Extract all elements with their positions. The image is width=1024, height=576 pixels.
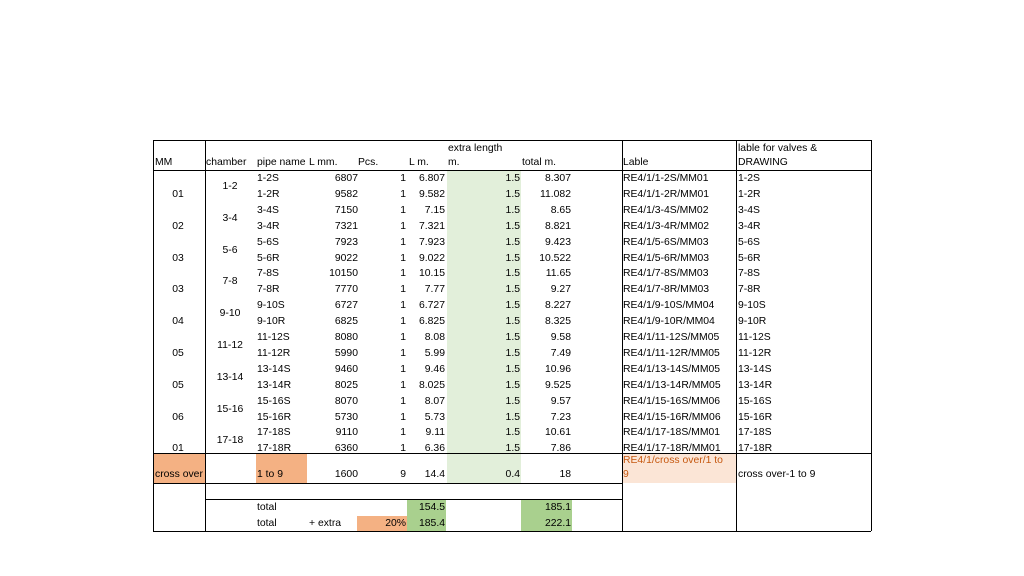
l-m-cell[interactable]: 7.15 <box>424 204 445 216</box>
l-mm-cell[interactable]: 6727 <box>334 300 358 312</box>
chamber-cell[interactable]: 5-6 <box>222 244 238 256</box>
chamber-cell[interactable]: 13-14 <box>216 371 244 383</box>
crossover-pcs-cell[interactable]: 9 <box>400 469 406 480</box>
l-m-cell[interactable]: 6.36 <box>424 443 445 455</box>
crossover-mm-cell[interactable]: cross over <box>155 469 203 480</box>
l-mm-cell[interactable]: 7770 <box>334 284 358 296</box>
header-valves[interactable]: lable for valves & <box>738 143 818 154</box>
pcs-cell[interactable]: 1 <box>400 284 406 296</box>
extra-length-cell[interactable]: 1.5 <box>505 443 520 455</box>
pcs-cell[interactable]: 1 <box>400 379 406 391</box>
header-lable[interactable]: Lable <box>623 157 649 168</box>
valve-label-cell[interactable]: 9-10S <box>738 300 766 312</box>
header-l-m[interactable]: L m. <box>409 157 429 168</box>
extra-length-cell[interactable]: 1.5 <box>505 427 520 439</box>
valve-label-cell[interactable]: 7-8S <box>738 268 760 280</box>
total-m-cell[interactable]: 9.423 <box>544 236 571 248</box>
pcs-cell[interactable]: 1 <box>400 411 406 423</box>
total-extra-label[interactable]: total <box>257 518 277 529</box>
total-total-value[interactable]: 185.1 <box>544 502 571 513</box>
extra-length-cell[interactable]: 1.5 <box>505 252 520 264</box>
mm-cell[interactable]: 06 <box>172 411 184 423</box>
lable-cell[interactable]: RE4/1/15-16S/MM06 <box>623 395 721 407</box>
pcs-cell[interactable]: 1 <box>400 268 406 280</box>
table-bottom-border <box>153 531 871 532</box>
valve-label-cell[interactable]: 15-16R <box>738 411 773 423</box>
extra-length-cell[interactable]: 1.5 <box>505 332 520 343</box>
lable-cell[interactable]: RE4/1/7-8R/MM03 <box>623 284 710 296</box>
l-mm-cell[interactable]: 9582 <box>334 188 358 200</box>
l-mm-cell[interactable]: 5990 <box>334 347 358 359</box>
l-mm-cell[interactable]: 6825 <box>334 316 358 328</box>
pcs-cell[interactable]: 1 <box>400 395 406 407</box>
mm-cell[interactable]: 04 <box>172 316 184 328</box>
chamber-cell[interactable]: 15-16 <box>216 403 244 415</box>
total-label[interactable]: total <box>257 502 277 513</box>
crossover-bottom <box>153 483 622 484</box>
lable-cell[interactable]: RE4/1/5-6S/MM03 <box>623 236 709 248</box>
lable-cell[interactable]: RE4/1/9-10S/MM04 <box>623 300 715 312</box>
extra-length-cell[interactable]: 1.5 <box>505 204 520 216</box>
total-m-cell[interactable]: 11.082 <box>539 188 571 200</box>
l-m-cell[interactable]: 8.07 <box>424 395 445 407</box>
mm-cell[interactable]: 03 <box>172 252 184 264</box>
lable-cell[interactable]: RE4/1/15-16R/MM06 <box>623 411 721 423</box>
lable-cell[interactable]: RE4/1/11-12S/MM05 <box>623 332 720 343</box>
lable-cell[interactable]: RE4/1/13-14R/MM05 <box>623 379 721 391</box>
total-m-cell[interactable]: 10.522 <box>539 252 571 264</box>
pcs-cell[interactable]: 1 <box>400 316 406 328</box>
header-pipe-name[interactable]: pipe name <box>257 157 306 168</box>
crossover-total-cell[interactable]: 18 <box>559 469 571 480</box>
pipe-name-cell[interactable]: 1-2R <box>257 188 280 200</box>
mm-cell[interactable]: 01 <box>172 188 184 200</box>
crossover-l-m-cell[interactable]: 14.4 <box>424 469 445 480</box>
pipe-name-cell[interactable]: 5-6R <box>257 252 280 264</box>
pipe-name-cell[interactable]: 15-16R <box>257 411 292 423</box>
pipe-name-cell[interactable]: 9-10R <box>257 316 286 328</box>
pcs-cell[interactable]: 1 <box>400 332 406 343</box>
totals-top <box>205 499 622 500</box>
extra-length-cell[interactable]: 1.5 <box>505 300 520 312</box>
l-m-cell[interactable]: 6.807 <box>418 173 445 184</box>
pcs-cell[interactable]: 1 <box>400 427 406 439</box>
l-mm-cell[interactable]: 9022 <box>334 252 358 264</box>
chamber-cell[interactable]: 17-18 <box>216 435 244 447</box>
l-m-cell[interactable]: 9.11 <box>425 427 445 439</box>
valve-label-cell[interactable]: 9-10R <box>738 316 767 328</box>
pipe-name-cell[interactable]: 13-14R <box>257 379 292 391</box>
pipe-name-cell[interactable]: 3-4R <box>257 220 280 232</box>
mm-cell[interactable]: 01 <box>172 443 184 455</box>
total-m-cell[interactable]: 7.49 <box>550 347 571 359</box>
chamber-cell[interactable]: 1-2 <box>222 180 238 192</box>
crossover-lable-line2[interactable]: 9 <box>623 469 629 480</box>
l-mm-cell[interactable]: 7321 <box>334 220 358 232</box>
valve-label-cell[interactable]: 3-4R <box>738 220 761 232</box>
total-extra-l-m-value[interactable]: 185.4 <box>418 518 445 529</box>
extra-length-cell[interactable]: 1.5 <box>505 220 520 232</box>
l-mm-cell[interactable]: 7150 <box>334 204 358 216</box>
pipe-name-cell[interactable]: 1-2S <box>257 173 279 184</box>
l-mm-cell[interactable]: 5730 <box>334 411 358 423</box>
column-border-4 <box>871 140 872 531</box>
total-m-cell[interactable]: 9.57 <box>550 395 571 407</box>
extra-length-cell[interactable]: 1.5 <box>505 236 520 248</box>
l-m-cell[interactable]: 10.15 <box>418 268 445 280</box>
lable-cell[interactable]: RE4/1/11-12R/MM05 <box>623 347 720 359</box>
lable-cell[interactable]: RE4/1/3-4R/MM02 <box>623 220 710 232</box>
total-extra-pct[interactable]: 20% <box>385 518 406 529</box>
valve-label-cell[interactable]: 5-6S <box>738 236 760 248</box>
total-l-m-value[interactable]: 154.5 <box>418 502 445 513</box>
pcs-cell[interactable]: 1 <box>400 236 406 248</box>
extra-length-cell[interactable]: 1.5 <box>505 284 520 296</box>
l-m-cell[interactable]: 8.025 <box>418 379 445 391</box>
mm-cell[interactable]: 05 <box>172 379 184 391</box>
l-mm-cell[interactable]: 8025 <box>334 379 358 391</box>
pcs-cell[interactable]: 1 <box>400 443 406 455</box>
valve-label-cell[interactable]: 7-8R <box>738 284 761 296</box>
lable-cell[interactable]: RE4/1/13-14S/MM05 <box>623 363 721 375</box>
l-mm-cell[interactable]: 6807 <box>334 173 358 184</box>
extra-length-cell[interactable]: 1.5 <box>505 395 520 407</box>
extra-length-cell[interactable]: 1.5 <box>505 268 520 280</box>
lable-cell[interactable]: RE4/1/17-18R/MM01 <box>623 443 721 455</box>
total-m-cell[interactable]: 11.65 <box>545 268 571 280</box>
mm-cell[interactable]: 03 <box>172 284 184 296</box>
extra-length-cell[interactable]: 1.5 <box>505 347 520 359</box>
crossover-extra-cell[interactable]: 0.4 <box>505 469 520 480</box>
lable-cell[interactable]: RE4/1/7-8S/MM03 <box>623 268 709 280</box>
header-divider <box>153 170 871 171</box>
total-m-cell[interactable]: 9.27 <box>550 284 571 296</box>
valve-label-cell[interactable]: 13-14S <box>738 363 772 375</box>
l-m-cell[interactable]: 7.923 <box>418 236 445 248</box>
chamber-cell[interactable]: 9-10 <box>219 308 241 320</box>
table-top-border <box>153 140 871 141</box>
total-m-cell[interactable]: 8.227 <box>544 300 571 312</box>
pipe-name-cell[interactable]: 13-14S <box>257 363 291 375</box>
header-chamber[interactable]: chamber <box>206 157 247 168</box>
pcs-cell[interactable]: 1 <box>400 188 406 200</box>
column-border-3 <box>736 140 737 531</box>
mm-cell[interactable]: 05 <box>172 347 184 359</box>
extra-length-cell[interactable]: 1.5 <box>505 316 520 328</box>
pipe-name-cell[interactable]: 9-10S <box>257 300 285 312</box>
total-m-cell[interactable]: 9.525 <box>544 379 571 391</box>
l-m-cell[interactable]: 9.582 <box>418 188 445 200</box>
header-l-mm[interactable]: L mm. <box>309 157 338 168</box>
mm-cell[interactable]: 02 <box>172 220 184 232</box>
total-extra-total-value[interactable]: 222.1 <box>544 518 571 529</box>
lable-cell[interactable]: RE4/1/3-4S/MM02 <box>623 204 709 216</box>
total-m-cell[interactable]: 7.86 <box>550 443 571 455</box>
extra-length-cell[interactable]: 1.5 <box>505 188 520 200</box>
l-mm-cell[interactable]: 9460 <box>334 363 358 375</box>
total-extra-text[interactable]: + extra <box>309 518 342 529</box>
total-m-cell[interactable]: 8.821 <box>544 220 571 232</box>
extra-length-cell[interactable]: 1.5 <box>505 379 520 391</box>
valve-label-cell[interactable]: 11-12S <box>738 332 771 343</box>
total-m-cell[interactable]: 8.65 <box>550 204 571 216</box>
extra-length-cell[interactable]: 1.5 <box>505 173 520 184</box>
l-mm-cell[interactable]: 8070 <box>334 395 358 407</box>
l-mm-cell[interactable]: 7923 <box>334 236 358 248</box>
total-m-cell[interactable]: 10.96 <box>544 363 571 375</box>
pipe-name-cell[interactable]: 7-8S <box>257 268 279 280</box>
l-m-cell[interactable]: 8.08 <box>424 332 445 343</box>
extra-length-cell[interactable]: 1.5 <box>505 411 520 423</box>
valve-label-cell[interactable]: 15-16S <box>738 395 772 407</box>
l-m-cell[interactable]: 6.825 <box>418 316 445 328</box>
l-mm-cell[interactable]: 6360 <box>334 443 358 455</box>
total-m-cell[interactable]: 10.61 <box>544 427 571 439</box>
header-extra-length[interactable]: extra length <box>448 143 503 154</box>
crossover-pipe-cell[interactable]: 1 to 9 <box>257 469 283 480</box>
header-extra-length-unit[interactable]: m. <box>448 157 460 168</box>
lable-cell[interactable]: RE4/1/17-18S/MM01 <box>623 427 721 439</box>
valve-label-cell[interactable]: 11-12R <box>738 347 772 359</box>
l-m-cell[interactable]: 7.321 <box>418 220 445 232</box>
pcs-cell[interactable]: 1 <box>400 252 406 264</box>
l-m-cell[interactable]: 7.77 <box>424 284 445 296</box>
lable-cell[interactable]: RE4/1/1-2R/MM01 <box>623 188 710 200</box>
l-m-cell[interactable]: 5.73 <box>424 411 445 423</box>
crossover-lable-line1[interactable]: RE4/1/cross over/1 to <box>623 455 723 466</box>
lable-cell[interactable]: RE4/1/5-6R/MM03 <box>623 252 710 264</box>
valve-label-cell[interactable]: 1-2S <box>738 173 760 184</box>
total-m-cell[interactable]: 8.307 <box>544 173 571 184</box>
valve-label-cell[interactable]: 5-6R <box>738 252 761 264</box>
valve-label-cell[interactable]: 13-14R <box>738 379 773 391</box>
header-mm[interactable]: MM <box>155 157 173 168</box>
total-m-cell[interactable]: 8.325 <box>544 316 571 328</box>
valve-label-cell[interactable]: 17-18S <box>738 427 772 439</box>
chamber-cell[interactable]: 7-8 <box>222 276 238 288</box>
chamber-cell[interactable]: 11-12 <box>217 339 243 351</box>
pcs-cell[interactable]: 1 <box>400 204 406 216</box>
valve-label-cell[interactable]: 1-2R <box>738 188 761 200</box>
l-mm-cell[interactable]: 8080 <box>334 332 358 343</box>
pcs-cell[interactable]: 1 <box>400 347 406 359</box>
header-total-m[interactable]: total m. <box>522 157 557 168</box>
valve-label-cell[interactable]: 17-18R <box>738 443 773 455</box>
pipe-name-cell[interactable]: 11-12S <box>257 332 290 343</box>
l-m-cell[interactable]: 9.46 <box>424 363 445 375</box>
pipe-name-cell[interactable]: 17-18S <box>257 427 291 439</box>
l-m-cell[interactable]: 6.727 <box>418 300 445 312</box>
total-m-cell[interactable]: 9.58 <box>550 332 571 343</box>
crossover-valve-cell[interactable]: cross over-1 to 9 <box>738 469 816 480</box>
pcs-cell[interactable]: 1 <box>400 363 406 375</box>
pipe-name-cell[interactable]: 11-12R <box>257 347 291 359</box>
header-pcs[interactable]: Pcs. <box>358 157 379 168</box>
l-m-cell[interactable]: 9.022 <box>418 252 445 264</box>
pcs-cell[interactable]: 1 <box>400 173 406 184</box>
header-valves-drawing[interactable]: DRAWING <box>738 157 788 168</box>
pipe-name-cell[interactable]: 15-16S <box>257 395 291 407</box>
lable-cell[interactable]: RE4/1/9-10R/MM04 <box>623 316 715 328</box>
pipe-name-cell[interactable]: 3-4S <box>257 204 279 216</box>
pipe-name-cell[interactable]: 7-8R <box>257 284 280 296</box>
pipe-name-cell[interactable]: 5-6S <box>257 236 279 248</box>
pipe-name-cell[interactable]: 17-18R <box>257 443 292 455</box>
pcs-cell[interactable]: 1 <box>400 220 406 232</box>
l-mm-cell[interactable]: 9110 <box>335 427 358 439</box>
chamber-cell[interactable]: 3-4 <box>222 212 238 224</box>
l-mm-cell[interactable]: 10150 <box>329 268 358 280</box>
pcs-cell[interactable]: 1 <box>400 300 406 312</box>
valve-label-cell[interactable]: 3-4S <box>738 204 760 216</box>
extra-length-cell[interactable]: 1.5 <box>505 363 520 375</box>
total-m-cell[interactable]: 7.23 <box>550 411 571 423</box>
l-m-cell[interactable]: 5.99 <box>424 347 445 359</box>
crossover-l-mm-cell[interactable]: 1600 <box>334 469 358 480</box>
lable-cell[interactable]: RE4/1/1-2S/MM01 <box>623 173 709 184</box>
